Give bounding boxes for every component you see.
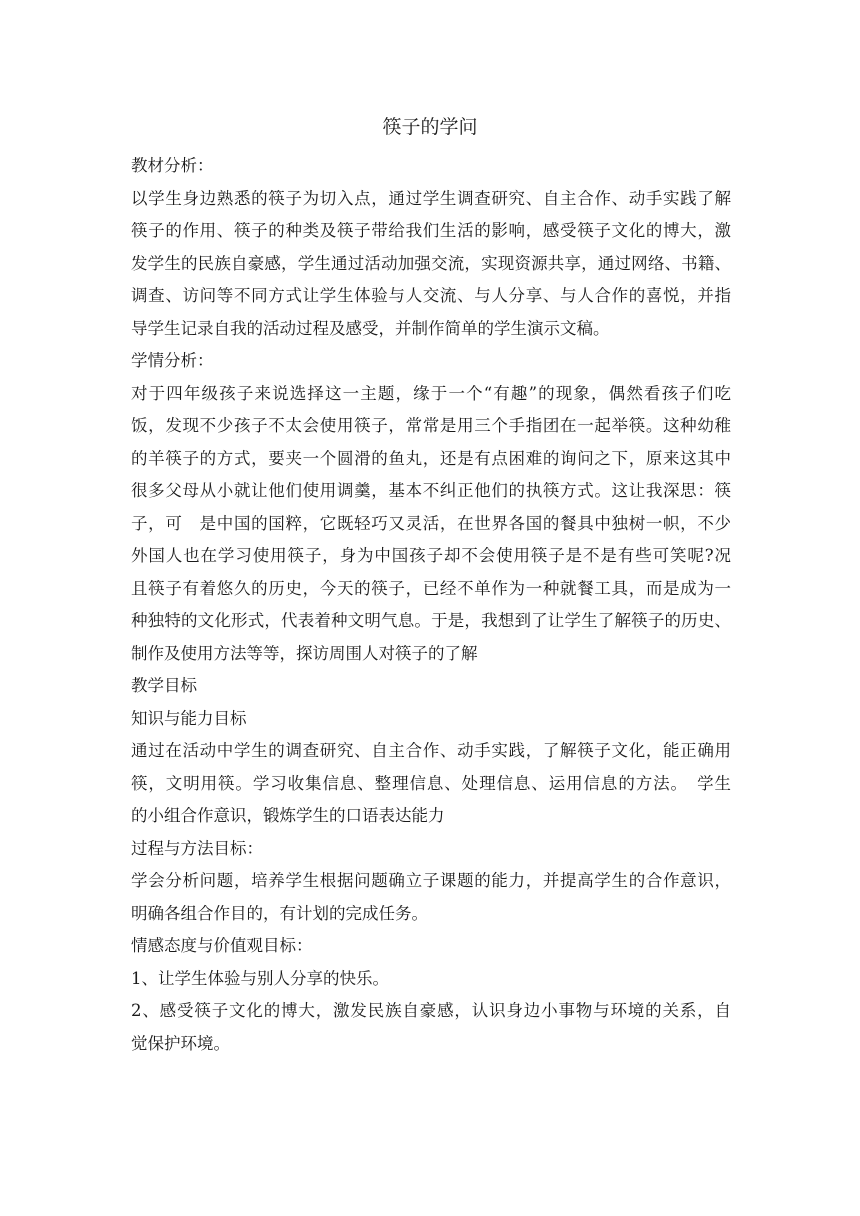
text-line: 2、感受筷子文化的博大，激发民族自豪感，认识身边小事物与环境的关系，自 xyxy=(131,1001,731,1020)
text-line: 教材分析： xyxy=(131,156,214,175)
text-line: 学会分析问题，培养学生根据问题确立子课题的能力，并提高学生的合作意识， xyxy=(131,871,731,890)
text-line: 制作及使用方法等等，探访周围人对筷子的了解 xyxy=(131,643,478,663)
text-line: 知识与能力目标 xyxy=(131,708,247,728)
text-line: 且筷子有着悠久的历史，今天的筷子，已经不单作为一种就餐工具，而是成为一 xyxy=(131,578,731,598)
text-line: 学情分析： xyxy=(131,351,214,370)
text-line: 筷子的作用、筷子的种类及筷子带给我们生活的影响，感受筷子文化的博大，激 xyxy=(131,221,731,240)
text-line: 外国人也在学习使用筷子，身为中国孩子却不会使用筷子是不是有些可笑呢?况 xyxy=(131,546,731,565)
text-line: 的小组合作意识，锻炼学生的口语表达能力 xyxy=(131,806,445,825)
text-line: 1、让学生体验与别人分享的快乐。 xyxy=(131,968,389,988)
text-line: 以学生身边熟悉的筷子为切入点，通过学生调查研究、自主合作、动手实践了解 xyxy=(131,188,731,208)
text-line: 通过在活动中学生的调查研究、自主合作、动手实践，了解筷子文化，能正确用 xyxy=(131,741,731,760)
text-line: 的羊筷子的方式，要夹一个圆滑的鱼丸，还是有点困难的询问之下，原来这其中 xyxy=(131,448,731,468)
text-line: 明确各组合作目的，有计划的完成任务。 xyxy=(131,903,428,923)
text-line: 觉保护环境。 xyxy=(131,1033,230,1053)
text-line: 过程与方法目标： xyxy=(131,838,263,858)
document-body xyxy=(131,150,731,1060)
text-line: 很多父母从小就让他们使用调羹，基本不纠正他们的执筷方式。这让我深思：筷 xyxy=(131,481,731,500)
text-line: 导学生记录自我的活动过程及感受，并制作简单的学生演示文稿。 xyxy=(131,318,610,338)
text-line: 情感态度与价值观目标： xyxy=(131,936,313,955)
text-line: 发学生的民族自豪感，学生通过活动加强交流，实现资源共享，通过网络、书籍、 xyxy=(131,253,731,273)
text-line: 调查、访问等不同方式让学生体验与人交流、与人分享、与人合作的喜悦，并指 xyxy=(131,286,731,305)
text-line: 对于四年级孩子来说选择这一主题，缘于一个“有趣”的现象，偶然看孩子们吃 xyxy=(131,383,731,403)
text-line: 教学目标 xyxy=(131,676,197,695)
text-line: 饭，发现不少孩子不太会使用筷子，常常是用三个手指团在一起举筷。这种幼稚 xyxy=(131,416,731,435)
page-title: 筷子的学问 xyxy=(382,116,478,138)
text-line: 子，可 是中国的国粹，它既轻巧又灵活，在世界各国的餐具中独树一帜，不少 xyxy=(131,513,731,533)
text-line: 筷，文明用筷。学习收集信息、整理信息、处理信息、运用信息的方法。 学生 xyxy=(131,773,731,793)
text-line: 种独特的文化形式，代表着种文明气息。于是，我想到了让学生了解筷子的历史、 xyxy=(131,611,731,630)
